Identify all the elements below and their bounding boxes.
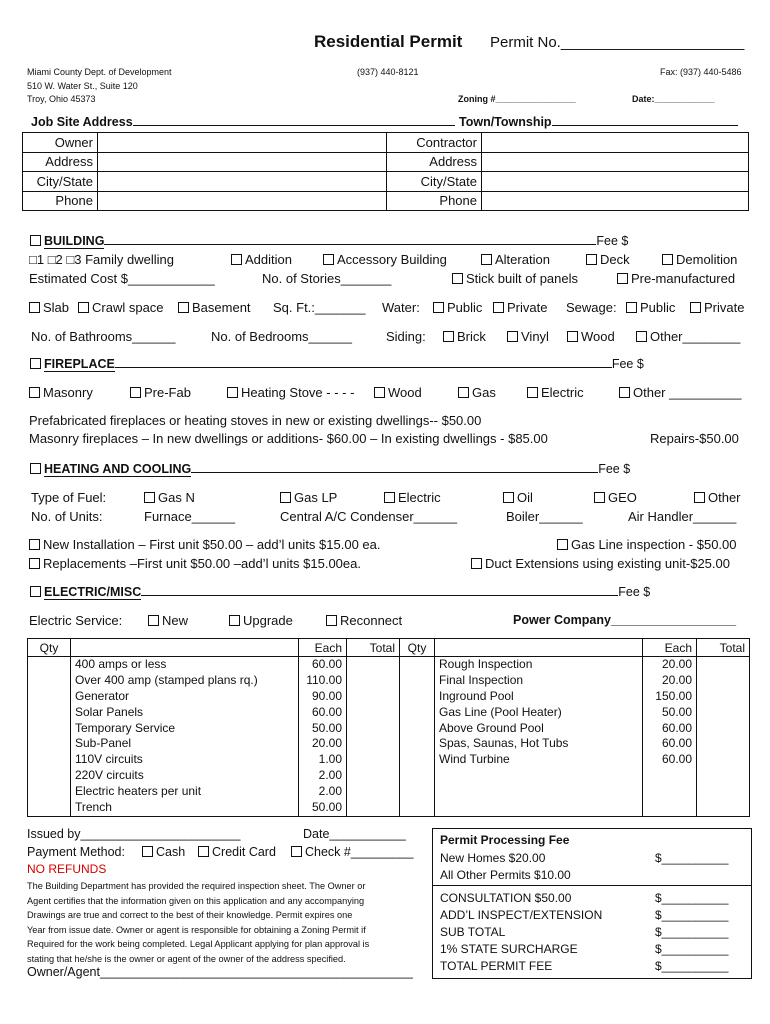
total-left-input[interactable] xyxy=(347,705,400,721)
fp-heating-stove-option[interactable]: Heating Stove - - - - xyxy=(227,385,354,400)
premanufactured-option[interactable]: Pre-manufactured xyxy=(617,271,735,286)
fp-prefab-option[interactable]: Pre-Fab xyxy=(130,385,191,400)
total-left-input[interactable] xyxy=(347,721,400,737)
fp-wood-option[interactable]: Wood xyxy=(374,385,422,400)
date-field[interactable]: Date:____________ xyxy=(632,94,715,104)
fee-box-title: Permit Processing Fee xyxy=(440,833,570,847)
item-left-each: 20.00 xyxy=(299,736,347,752)
fireplace-checkbox[interactable] xyxy=(30,358,41,369)
contractor-address-label: Address xyxy=(387,152,482,172)
col-item-left xyxy=(71,639,299,657)
item-left-each: 110.00 xyxy=(299,673,347,689)
building-header: BUILDING Fee $ xyxy=(30,234,628,249)
item-right-each: 20.00 xyxy=(643,673,697,689)
total-left-input[interactable] xyxy=(347,800,400,816)
contractor-phone-input[interactable] xyxy=(482,191,749,211)
addl-inspect-label: ADD’L INSPECT/EXTENSION xyxy=(440,908,603,922)
total-right-input[interactable] xyxy=(697,752,750,768)
table-row xyxy=(28,689,750,705)
dept-street: 510 W. Water St., Suite 120 xyxy=(27,81,138,91)
total-fee-amount[interactable]: $__________ xyxy=(655,959,729,973)
total-right-input[interactable] xyxy=(697,768,750,784)
qty-right-input[interactable] xyxy=(400,784,435,800)
qty-right-input[interactable] xyxy=(400,657,435,673)
town-label: Town/Township xyxy=(459,115,738,129)
fp-note-prefab: Prefabricated fireplaces or heating stoves in new or existing dwellings-- $50.00 xyxy=(29,413,482,428)
crawl-space-option[interactable]: Crawl space xyxy=(78,300,164,315)
total-right-input[interactable] xyxy=(697,784,750,800)
consultation-label: CONSULTATION $50.00 xyxy=(440,891,572,905)
total-left-input[interactable] xyxy=(347,768,400,784)
subtotal-label: SUB TOTAL xyxy=(440,925,506,939)
table-row xyxy=(28,705,750,721)
qty-right-input[interactable] xyxy=(400,673,435,689)
table-row xyxy=(28,721,750,737)
bathrooms-field[interactable]: No. of Bathrooms______ xyxy=(31,329,176,344)
issued-by-field[interactable]: Issued by_______________________ xyxy=(27,827,241,841)
fuel-geo-option[interactable]: GEO xyxy=(594,490,637,505)
surcharge-label: 1% STATE SURCHARGE xyxy=(440,942,578,956)
item-right-each xyxy=(643,768,697,784)
table-row xyxy=(28,657,750,673)
item-right-name: Inground Pool xyxy=(435,689,643,705)
owner-address-label: Address xyxy=(23,152,98,172)
col-qty-left: Qty xyxy=(28,639,71,657)
col-item-right xyxy=(435,639,643,657)
certification-text xyxy=(27,879,369,967)
fp-note-masonry: Masonry fireplaces – In new dwellings or additions- $60.00 – In existing dwellings - $85.00 xyxy=(29,431,548,446)
units-label: No. of Units: xyxy=(31,509,103,524)
power-company-field[interactable]: Power Company__________________ xyxy=(513,613,737,627)
pay-credit-option[interactable]: Credit Card xyxy=(198,845,276,859)
total-right-input[interactable] xyxy=(697,800,750,816)
siding-vinyl-option[interactable]: Vinyl xyxy=(507,329,549,344)
addition-option[interactable]: Addition xyxy=(231,252,292,267)
table-row xyxy=(28,800,750,816)
certification-line: Required for the work being completed. Legal Applicant applying for plan approval is xyxy=(27,939,370,950)
fuel-oil-option[interactable]: Oil xyxy=(503,490,533,505)
fee-box-divider xyxy=(433,885,751,886)
table-row xyxy=(28,673,750,689)
qty-right-input[interactable] xyxy=(400,689,435,705)
contractor-citystate-input[interactable] xyxy=(482,172,749,192)
item-right-each xyxy=(643,800,697,816)
qty-left-input[interactable] xyxy=(28,736,71,752)
fuel-type-label: Type of Fuel: xyxy=(31,490,107,505)
consultation-amount[interactable]: $__________ xyxy=(655,891,729,905)
alteration-option[interactable]: Alteration xyxy=(481,252,550,267)
bedrooms-field[interactable]: No. of Bedrooms______ xyxy=(211,329,352,344)
table-row xyxy=(28,784,750,800)
contractor-label: Contractor xyxy=(387,133,482,153)
surcharge-amount[interactable]: $__________ xyxy=(655,942,729,956)
qty-left-input[interactable] xyxy=(28,768,71,784)
fp-electric-option[interactable]: Electric xyxy=(527,385,584,400)
subtotal-amount[interactable]: $__________ xyxy=(655,925,729,939)
item-left-name: 400 amps or less xyxy=(71,657,299,673)
item-right-name xyxy=(435,768,643,784)
gas-line-inspection-option[interactable]: Gas Line inspection - $50.00 xyxy=(557,537,737,552)
total-right-input[interactable] xyxy=(697,689,750,705)
fp-repairs: Repairs-$50.00 xyxy=(650,431,739,446)
certification-line: Drawings are true and correct to the best of their knowledge. Permit expires one xyxy=(27,910,353,921)
water-label: Water: xyxy=(382,300,420,315)
item-left-name: Solar Panels xyxy=(71,705,299,721)
all-other-fee: All Other Permits $10.00 xyxy=(440,868,571,882)
new-installation-option[interactable]: New Installation – First unit $50.00 – add’l units $15.00 ea. xyxy=(29,537,381,552)
fireplace-header: FIREPLACE Fee $ xyxy=(30,357,644,372)
certification-line: Year from issue date. Owner or agent is responsible for obtaining a Zoning Permit if xyxy=(27,924,366,935)
col-total-right: Total xyxy=(697,639,750,657)
item-left-each: 50.00 xyxy=(299,800,347,816)
owner-citystate-input[interactable] xyxy=(98,172,387,192)
dept-phone: (937) 440-8121 xyxy=(357,67,419,77)
replacements-option[interactable]: Replacements –First unit $50.00 –add’l units $15.00ea. xyxy=(29,556,361,571)
qty-right-input[interactable] xyxy=(400,705,435,721)
item-left-each: 50.00 xyxy=(299,721,347,737)
item-right-name: Spas, Saunas, Hot Tubs xyxy=(435,736,643,752)
electric-checkbox[interactable] xyxy=(30,586,41,597)
building-checkbox[interactable] xyxy=(30,235,41,246)
family-dwelling-options[interactable]: □1 □2 □3 Family dwelling xyxy=(29,252,174,267)
sewage-label: Sewage: xyxy=(566,300,617,315)
siding-brick-option[interactable]: Brick xyxy=(443,329,486,344)
owner-phone-input[interactable] xyxy=(98,191,387,211)
heating-header: HEATING AND COOLING Fee $ xyxy=(30,462,630,477)
table-row xyxy=(28,768,750,784)
fp-other-option[interactable]: Other __________ xyxy=(619,385,741,400)
total-right-input[interactable] xyxy=(697,705,750,721)
service-upgrade-option[interactable]: Upgrade xyxy=(229,613,293,628)
accessory-building-option[interactable]: Accessory Building xyxy=(323,252,447,267)
estimated-cost-field[interactable]: Estimated Cost $____________ xyxy=(29,271,215,286)
item-right-name xyxy=(435,800,643,816)
item-right-name: Above Ground Pool xyxy=(435,721,643,737)
electric-service-label: Electric Service: xyxy=(29,613,123,628)
heating-checkbox[interactable] xyxy=(30,463,41,474)
qty-right-input[interactable] xyxy=(400,800,435,816)
contractor-address-input[interactable] xyxy=(482,152,749,172)
item-right-each xyxy=(643,784,697,800)
qty-left-input[interactable] xyxy=(28,784,71,800)
building-fee-label: Fee $ xyxy=(596,234,629,248)
total-left-input[interactable] xyxy=(347,736,400,752)
fuel-gas-n-option[interactable]: Gas N xyxy=(144,490,195,505)
total-fee-label: TOTAL PERMIT FEE xyxy=(440,959,553,973)
item-left-each: 2.00 xyxy=(299,784,347,800)
total-left-input[interactable] xyxy=(347,657,400,673)
new-homes-fee: New Homes $20.00 xyxy=(440,851,546,865)
item-left-each: 60.00 xyxy=(299,705,347,721)
water-private-option[interactable]: Private xyxy=(493,300,547,315)
new-homes-amount[interactable]: $__________ xyxy=(655,851,729,865)
siding-other-option[interactable]: Other________ xyxy=(636,329,740,344)
sqft-field[interactable]: Sq. Ft.:_______ xyxy=(273,300,366,315)
qty-left-input[interactable] xyxy=(28,673,71,689)
table-row xyxy=(28,736,750,752)
total-left-input[interactable] xyxy=(347,784,400,800)
electric-misc-table xyxy=(27,638,750,817)
issue-date-field[interactable]: Date___________ xyxy=(303,827,406,841)
addl-inspect-amount[interactable]: $__________ xyxy=(655,908,729,922)
qty-right-input[interactable] xyxy=(400,768,435,784)
col-each-right: Each xyxy=(643,639,697,657)
stories-field[interactable]: No. of Stories_______ xyxy=(262,271,392,286)
item-left-name: Sub-Panel xyxy=(71,736,299,752)
table-row xyxy=(28,752,750,768)
item-left-each: 2.00 xyxy=(299,768,347,784)
certification-line: The Building Department has provided the required inspection sheet. The Owner or xyxy=(27,881,366,891)
contractor-input[interactable] xyxy=(482,133,749,153)
permit-number-field[interactable]: Permit No.______________________ xyxy=(490,34,745,51)
item-left-name: Generator xyxy=(71,689,299,705)
sewage-public-option[interactable]: Public xyxy=(626,300,675,315)
duct-extensions-option[interactable]: Duct Extensions using existing unit-$25.00 xyxy=(471,556,730,571)
fuel-electric-option[interactable]: Electric xyxy=(384,490,441,505)
service-new-option[interactable]: New xyxy=(148,613,188,628)
owner-agent-signature[interactable]: Owner/Agent_____________________________________________ xyxy=(27,965,413,979)
zoning-field[interactable]: Zoning #________________ xyxy=(458,94,576,104)
qty-left-input[interactable] xyxy=(28,800,71,816)
col-each-left: Each xyxy=(299,639,347,657)
deck-option[interactable]: Deck xyxy=(586,252,630,267)
fuel-other-option[interactable]: Other xyxy=(694,490,741,505)
total-left-input[interactable] xyxy=(347,689,400,705)
electric-fee-label: Fee $ xyxy=(618,585,651,599)
air-handler-field[interactable]: Air Handler______ xyxy=(628,509,737,524)
electric-header: ELECTRIC/MISC Fee $ xyxy=(30,585,650,600)
item-left-name: Temporary Service xyxy=(71,721,299,737)
qty-left-input[interactable] xyxy=(28,689,71,705)
pay-check-option[interactable]: Check #_________ xyxy=(291,845,413,859)
service-reconnect-option[interactable]: Reconnect xyxy=(326,613,402,628)
item-left-name: 220V circuits xyxy=(71,768,299,784)
item-left-each: 60.00 xyxy=(299,657,347,673)
item-right-name xyxy=(435,784,643,800)
item-right-each: 60.00 xyxy=(643,736,697,752)
basement-option[interactable]: Basement xyxy=(178,300,251,315)
total-left-input[interactable] xyxy=(347,673,400,689)
page-title: Residential Permit xyxy=(314,32,463,51)
payment-method-label: Payment Method: xyxy=(27,845,125,859)
slab-option[interactable]: Slab xyxy=(29,300,69,315)
total-right-input[interactable] xyxy=(697,657,750,673)
owner-address-input[interactable] xyxy=(98,152,387,172)
central-ac-field[interactable]: Central A/C Condenser______ xyxy=(280,509,458,524)
total-left-input[interactable] xyxy=(347,752,400,768)
certification-line: stating that he/she is the owner or agent of the owner of the address specified. xyxy=(27,953,346,964)
item-left-name: Over 400 amp (stamped plans rq.) xyxy=(71,673,299,689)
fireplace-fee-label: Fee $ xyxy=(611,357,644,371)
owner-citystate-label: City/State xyxy=(23,172,98,192)
certification-line: Agent certifies that the information given on this application and any accompanying xyxy=(27,895,365,906)
qty-left-input[interactable] xyxy=(28,657,71,673)
item-left-each: 1.00 xyxy=(299,752,347,768)
job-site-label: Job Site Address xyxy=(31,115,455,129)
owner-phone-label: Phone xyxy=(23,191,98,211)
total-right-input[interactable] xyxy=(697,736,750,752)
owner-input[interactable] xyxy=(98,133,387,153)
no-refunds-notice: NO REFUNDS xyxy=(27,862,107,876)
dept-fax: Fax: (937) 440-5486 xyxy=(660,67,742,77)
boiler-field[interactable]: Boiler______ xyxy=(506,509,583,524)
item-right-each: 50.00 xyxy=(643,705,697,721)
qty-left-input[interactable] xyxy=(28,705,71,721)
col-qty-right: Qty xyxy=(400,639,435,657)
qty-right-input[interactable] xyxy=(400,721,435,737)
total-right-input[interactable] xyxy=(697,721,750,737)
item-left-name: 110V circuits xyxy=(71,752,299,768)
contractor-citystate-label: City/State xyxy=(387,172,482,192)
stick-built-option[interactable]: Stick built of panels xyxy=(452,271,578,286)
item-right-each: 20.00 xyxy=(643,657,697,673)
water-public-option[interactable]: Public xyxy=(433,300,482,315)
item-right-each: 60.00 xyxy=(643,752,697,768)
siding-label: Siding: xyxy=(386,329,426,344)
heating-fee-label: Fee $ xyxy=(598,462,631,476)
col-total-left: Total xyxy=(347,639,400,657)
sewage-private-option[interactable]: Private xyxy=(690,300,744,315)
item-left-each: 90.00 xyxy=(299,689,347,705)
fp-gas-option[interactable]: Gas xyxy=(458,385,496,400)
total-right-input[interactable] xyxy=(697,673,750,689)
fuel-gas-lp-option[interactable]: Gas LP xyxy=(280,490,337,505)
siding-wood-option[interactable]: Wood xyxy=(567,329,615,344)
item-right-each: 60.00 xyxy=(643,721,697,737)
demolition-option[interactable]: Demolition xyxy=(662,252,737,267)
item-left-name: Trench xyxy=(71,800,299,816)
permit-fee-box xyxy=(432,828,752,979)
qty-left-input[interactable] xyxy=(28,721,71,737)
furnace-field[interactable]: Furnace______ xyxy=(144,509,236,524)
qty-left-input[interactable] xyxy=(28,752,71,768)
qty-right-input[interactable] xyxy=(400,752,435,768)
fp-masonry-option[interactable]: Masonry xyxy=(29,385,93,400)
contractor-phone-label: Phone xyxy=(387,191,482,211)
qty-right-input[interactable] xyxy=(400,736,435,752)
item-right-name: Wind Turbine xyxy=(435,752,643,768)
dept-name: Miami County Dept. of Development xyxy=(27,67,172,77)
dept-city: Troy, Ohio 45373 xyxy=(27,94,96,104)
item-right-name: Final Inspection xyxy=(435,673,643,689)
pay-cash-option[interactable]: Cash xyxy=(142,845,185,859)
item-right-name: Gas Line (Pool Heater) xyxy=(435,705,643,721)
item-right-each: 150.00 xyxy=(643,689,697,705)
item-right-name: Rough Inspection xyxy=(435,657,643,673)
item-left-name: Electric heaters per unit xyxy=(71,784,299,800)
owner-label: Owner xyxy=(23,133,98,153)
owner-contractor-table xyxy=(22,132,749,211)
